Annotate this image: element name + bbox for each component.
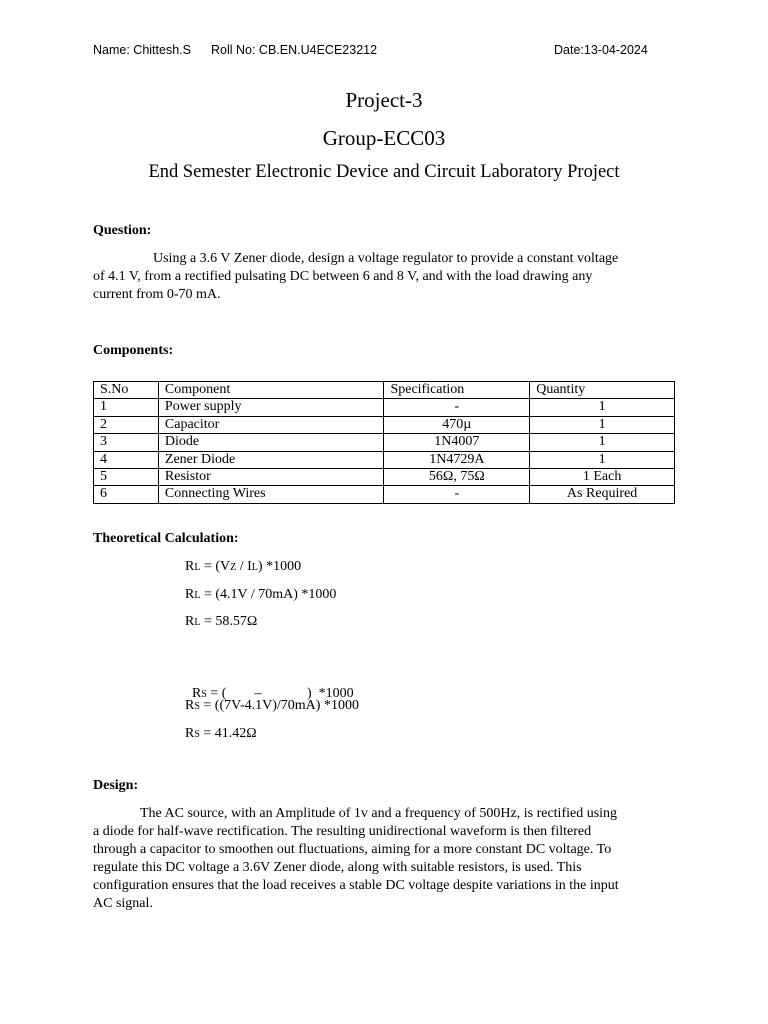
eq-subscript: L <box>194 562 201 573</box>
table-cell: Capacitor <box>158 416 384 433</box>
table-cell: 56Ω, 75Ω <box>384 469 530 486</box>
project-subtitle: End Semester Electronic Device and Circuit Laboratory Project <box>148 162 620 182</box>
table-row <box>94 399 675 416</box>
table-cell: - <box>384 486 530 503</box>
roll-number: Roll No: CB.EN.U4ECE23212 <box>211 43 378 57</box>
eq-symbol: R <box>185 559 195 574</box>
table-cell: 1 <box>530 434 675 451</box>
student-name: Name: Chittesh.S <box>93 43 191 57</box>
table-cell: 1 <box>530 451 675 468</box>
question-line: Using a 3.6 V Zener diode, design a voltage regulator to provide a constant voltage <box>153 251 619 266</box>
eq-subscript: Z <box>230 562 237 573</box>
project-title: Project-3 <box>345 88 423 112</box>
table-cell: Diode <box>158 434 384 451</box>
table-row <box>94 451 675 468</box>
design-line: regulate this DC voltage a 3.6V Zener diode, along with suitable resistors, is used. This <box>93 860 582 875</box>
eq-symbol: R <box>185 726 195 741</box>
eq-text: = (V <box>200 559 231 574</box>
eq-subscript: S <box>194 729 200 740</box>
table-cell: As Required <box>530 486 675 503</box>
table-cell: Power supply <box>158 399 384 416</box>
document-date: Date:13-04-2024 <box>554 43 648 57</box>
eq-text: ) *1000 <box>257 559 302 574</box>
table-row <box>94 434 675 451</box>
table-cell: 6 <box>94 486 159 503</box>
table-cell: 5 <box>94 469 159 486</box>
design-line: configuration ensures that the load receives a stable DC voltage despite variations in the input <box>93 878 619 893</box>
equation-rl-values <box>185 587 336 603</box>
design-line: The AC source, with an Amplitude of 1v and a frequency of 500Hz, is rectified using <box>140 806 618 821</box>
column-header: S.No <box>94 382 159 399</box>
table-cell: 4 <box>94 451 159 468</box>
equation-rl-formula <box>185 559 301 575</box>
eq-text: = ((7V-4.1V)/70mA) *1000 <box>199 698 359 713</box>
eq-text: / I <box>236 559 252 574</box>
eq-symbol: R <box>185 698 195 713</box>
column-header: Quantity <box>530 382 675 399</box>
table-cell: 1 <box>530 416 675 433</box>
equation-rs-result <box>185 726 257 742</box>
components-heading: Components: <box>93 343 174 358</box>
eq-subscript: L <box>194 617 201 628</box>
table-cell: Zener Diode <box>158 451 384 468</box>
eq-text: = ( – ) *1000 <box>206 686 354 701</box>
table-row <box>94 486 675 503</box>
table-cell: 1 <box>530 399 675 416</box>
table-row <box>94 469 675 486</box>
eq-text: = 58.57Ω <box>200 614 258 629</box>
eq-symbol: R <box>185 587 195 602</box>
eq-subscript: S <box>194 701 200 712</box>
components-table <box>93 381 675 504</box>
eq-subscript: L <box>194 590 201 601</box>
eq-subscript: L <box>251 562 258 573</box>
table-cell: 1 Each <box>530 469 675 486</box>
equation-rs-values <box>185 698 359 714</box>
design-heading: Design: <box>93 778 139 793</box>
table-cell: 2 <box>94 416 159 433</box>
equation-rl-result <box>185 614 257 630</box>
eq-text: = 41.42Ω <box>199 726 257 741</box>
eq-text: = (4.1V / 70mA) *1000 <box>200 587 337 602</box>
theory-heading: Theoretical Calculation: <box>93 531 239 546</box>
design-line: through a capacitor to smoothen out fluctuations, aiming for a more constant DC voltage. To <box>93 842 612 857</box>
table-row <box>94 416 675 433</box>
column-header: Specification <box>384 382 530 399</box>
design-line: a diode for half-wave rectification. The resulting unidirectional waveform is then filtered <box>93 824 592 839</box>
eq-symbol: R <box>185 614 195 629</box>
column-header: Component <box>158 382 384 399</box>
table-cell: Resistor <box>158 469 384 486</box>
table-cell: - <box>384 399 530 416</box>
table-cell: Connecting Wires <box>158 486 384 503</box>
eq-subscript: S <box>201 689 207 700</box>
question-heading: Question: <box>93 223 152 238</box>
table-cell: 1 <box>94 399 159 416</box>
question-line: current from 0-70 mA. <box>93 287 221 302</box>
table-cell: 1N4729A <box>384 451 530 468</box>
table-cell: 3 <box>94 434 159 451</box>
table-header-row <box>94 382 675 399</box>
design-line: AC signal. <box>93 896 153 911</box>
group-title: Group-ECC03 <box>322 126 446 150</box>
eq-symbol: R <box>192 686 202 701</box>
table-cell: 1N4007 <box>384 434 530 451</box>
table-cell: 470µ <box>384 416 530 433</box>
question-line: of 4.1 V, from a rectified pulsating DC between 6 and 8 V, and with the load drawing any <box>93 269 593 284</box>
